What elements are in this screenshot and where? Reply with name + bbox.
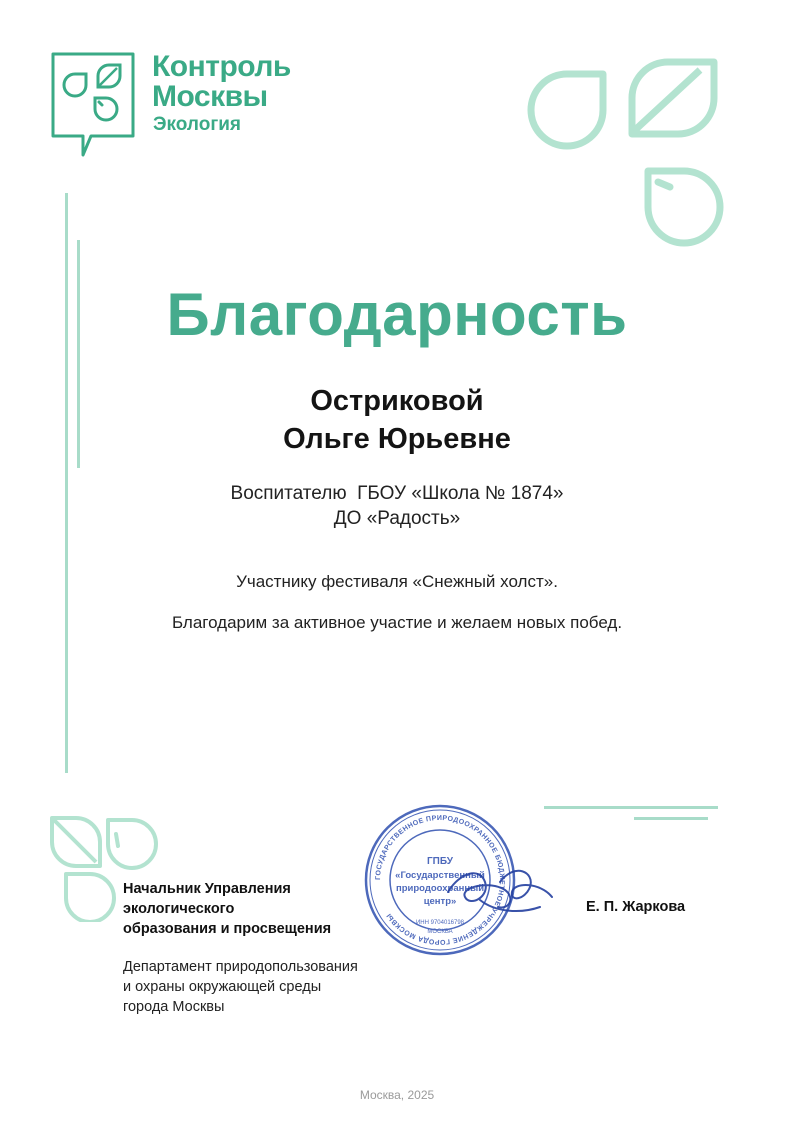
stamp-line-1: ГПБУ <box>426 856 454 867</box>
position-line-1: Воспитателю ГБОУ «Школа № 1874» <box>230 483 564 504</box>
recipient-line-1: Остриковой <box>310 385 484 417</box>
signatory-title <box>123 879 331 939</box>
department-line-3: города Москвы <box>123 999 225 1015</box>
logo-line-2: Москвы <box>152 80 268 113</box>
recipient-position <box>0 481 794 531</box>
stamp-ring-text: ГОСУДАРСТВЕННОЕ ПРИРОДООХРАННОЕ БЮДЖЕТНОЕ УЧРЕЖДЕНИЕ ГОРОДА МОСКВЫ <box>374 814 506 946</box>
position-line-2: ДО «Радость» <box>333 508 461 529</box>
stamp-city: МОСКВА <box>427 929 453 935</box>
stamp-line-3: природоохранный <box>395 883 485 894</box>
leaf-drops-icon <box>51 52 135 158</box>
stamp-line-4: центр» <box>423 896 457 907</box>
recipient-name <box>0 382 794 458</box>
decorative-drops-icon <box>522 58 732 258</box>
stamp-inn: ИНН 9704016798 <box>415 920 465 926</box>
department-line-1: Департамент природопользования <box>123 959 358 975</box>
department-line-2: и охраны окружающей среды <box>123 979 322 995</box>
stamp-line-2: «Государственный <box>395 870 485 881</box>
logo-text <box>152 52 291 136</box>
footer-place-year: Москва, 2025 <box>359 1088 435 1102</box>
festival-text: Участнику фестиваля «Снежный холст». <box>236 572 558 591</box>
logo-line-3: Экология <box>153 114 242 135</box>
thanks-text: Благодарим за активное участие и желаем новых побед. <box>171 613 623 632</box>
certificate-title: Благодарность <box>166 281 628 348</box>
signatory-title-line-1: Начальник Управления <box>123 881 291 897</box>
signatory-title-line-2: экологического <box>123 901 235 917</box>
department-name <box>123 957 358 1017</box>
recipient-line-2: Ольге Юрьевне <box>283 423 511 455</box>
signatory-name: Е. П. Жаркова <box>586 899 686 915</box>
decorative-line <box>634 817 708 820</box>
handwritten-signature <box>440 852 560 922</box>
logo-line-1: Контроль <box>152 50 291 83</box>
decorative-line <box>544 806 718 809</box>
signatory-title-line-3: образования и просвещения <box>123 921 332 937</box>
